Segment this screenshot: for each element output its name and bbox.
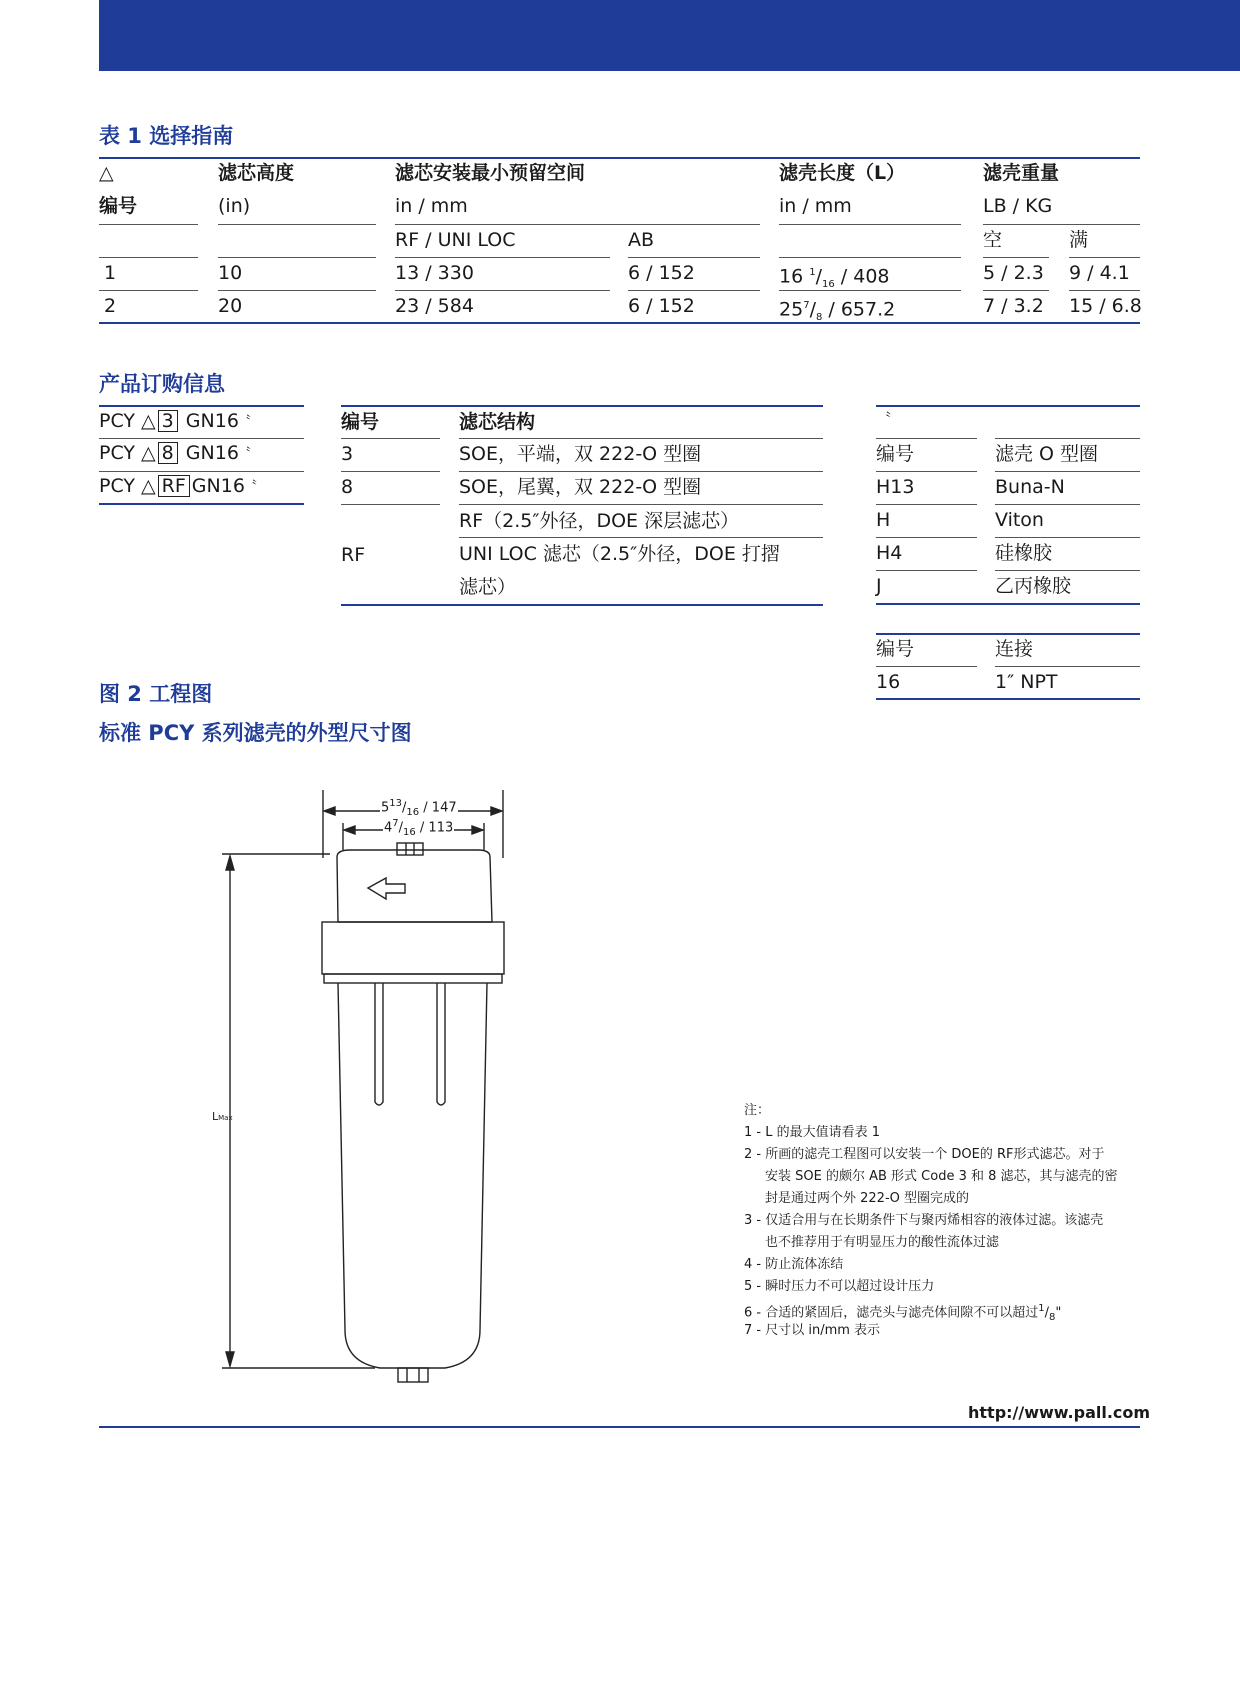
right-row-seal: Viton bbox=[995, 509, 1044, 531]
note-item: 7 - 尺寸以 in/mm 表示 bbox=[744, 1323, 881, 1338]
right-table-bottom-rule bbox=[876, 603, 1140, 605]
table1-header-height: 滤芯高度 bbox=[218, 162, 295, 184]
table1-row1-full: 9 / 4.1 bbox=[1069, 262, 1130, 284]
mid-table-rule bbox=[459, 504, 823, 505]
conn-table-bottom-rule bbox=[876, 698, 1140, 700]
table1-header-length-unit: in / mm bbox=[779, 195, 852, 217]
dim-outer-label: $5^{13}/_{16} / 147$ bbox=[381, 798, 457, 818]
right-table-rule bbox=[995, 570, 1140, 571]
mid-row-no: 3 bbox=[341, 443, 354, 465]
mid-row-desc: SOE，尾翼，双 222-O 型圈 bbox=[459, 476, 702, 498]
table1-row2-rf: 23 / 584 bbox=[395, 295, 474, 317]
figure-subtitle: 标准 PCY 系列滤壳的外型尺寸图 bbox=[99, 721, 412, 745]
table1-row2-full: 15 / 6.8 bbox=[1069, 295, 1142, 317]
table1-header-no: 编号 bbox=[99, 195, 138, 217]
mid-table-rule bbox=[341, 438, 440, 439]
right-table-rule bbox=[876, 471, 977, 472]
mid-table-rule bbox=[459, 438, 823, 439]
table1-header-no-symbol: △ bbox=[99, 162, 114, 184]
ordering-code-rule bbox=[99, 471, 304, 472]
note-item: 5 - 瞬时压力不可以超过设计压力 bbox=[744, 1279, 935, 1294]
table1-header-empty: 空 bbox=[983, 229, 1003, 251]
table1-header-full: 满 bbox=[1069, 229, 1089, 251]
note-item: 封是通过两个外 222-O 型圈完成的 bbox=[765, 1191, 970, 1206]
right-row-no: J bbox=[876, 575, 882, 597]
table1-rule bbox=[395, 224, 760, 225]
mid-row-desc: SOE，平端，双 222-O 型圈 bbox=[459, 443, 702, 465]
table1-row1-ab: 6 / 152 bbox=[628, 262, 695, 284]
table1-rule bbox=[779, 224, 961, 225]
right-table-rule bbox=[995, 504, 1140, 505]
table1-header-length: 滤壳长度（L） bbox=[779, 162, 906, 184]
table1-header-weight-unit: LB / KG bbox=[983, 195, 1053, 217]
table1-row2-empty: 7 / 3.2 bbox=[983, 295, 1044, 317]
table1-rule bbox=[779, 257, 961, 258]
table1-row1-rf: 13 / 330 bbox=[395, 262, 474, 284]
conn-row-value: 1″ NPT bbox=[995, 671, 1058, 693]
mid-table-rule bbox=[459, 471, 823, 472]
mid-table-rule bbox=[459, 537, 823, 538]
table1-title: 表 1 选择指南 bbox=[99, 124, 234, 148]
ordering-code-rule bbox=[99, 405, 304, 407]
dim-length-label: LMax bbox=[212, 1110, 233, 1123]
right-table-top-rule bbox=[876, 405, 1140, 407]
mid-rf-desc1: RF（2.5″外径，DOE 深层滤芯） bbox=[459, 510, 740, 532]
conn-table-rule bbox=[995, 666, 1140, 667]
mid-rf-desc2b: 滤芯） bbox=[459, 576, 517, 598]
table1-bottom-rule bbox=[99, 322, 1140, 324]
table1-rule bbox=[628, 290, 760, 291]
ordering-title: 产品订购信息 bbox=[99, 372, 225, 396]
table1-rule bbox=[99, 257, 198, 258]
right-table-rule bbox=[876, 537, 977, 538]
table1-row2-no: 2 bbox=[104, 295, 117, 317]
table1-rule bbox=[1069, 290, 1140, 291]
conn-header-conn: 连接 bbox=[995, 638, 1034, 660]
right-row-no: H bbox=[876, 509, 891, 531]
table1-rule bbox=[99, 290, 198, 291]
right-row-seal: 乙丙橡胶 bbox=[995, 575, 1072, 597]
right-header-seal: 滤壳 O 型圈 bbox=[995, 443, 1099, 465]
header-band bbox=[99, 0, 1240, 71]
figure-title: 图 2 工程图 bbox=[99, 682, 213, 706]
note-item: 3 - 仅适合用与在长期条件下与聚丙烯相容的液体过滤。该滤壳 bbox=[744, 1213, 1104, 1228]
table1-rule bbox=[628, 257, 760, 258]
ordering-code-3: PCY △ 3 GN16〝 bbox=[99, 410, 251, 432]
filter-housing-drawing bbox=[200, 790, 540, 1400]
conn-table-rule bbox=[876, 666, 977, 667]
notes-title: 注： bbox=[744, 1103, 771, 1118]
note-item: 2 - 所画的滤壳工程图可以安装一个 DOE的 RF形式滤芯。对于 bbox=[744, 1147, 1105, 1162]
footer-rule bbox=[99, 1426, 1140, 1428]
mid-table-top-rule bbox=[341, 405, 823, 407]
right-table-rule bbox=[876, 570, 977, 571]
right-mark: 〝 bbox=[878, 412, 892, 427]
right-row-no: H4 bbox=[876, 542, 903, 564]
footer-url[interactable]: http://www.pall.com bbox=[968, 1403, 1151, 1422]
note-item: 1 - L 的最大值请看表 1 bbox=[744, 1125, 881, 1140]
table1-rule bbox=[983, 224, 1140, 225]
table1-row2-height: 20 bbox=[218, 295, 243, 317]
table1-rule bbox=[395, 290, 610, 291]
conn-row-no: 16 bbox=[876, 671, 901, 693]
table1-rule bbox=[1069, 257, 1140, 258]
table1-header-space: 滤芯安装最小预留空间 bbox=[395, 162, 586, 184]
table1-row1-no: 1 bbox=[104, 262, 117, 284]
table1-top-rule bbox=[99, 157, 1140, 159]
mid-table-rule bbox=[341, 504, 440, 505]
mid-table-bottom-rule bbox=[341, 604, 823, 606]
mid-rf-desc2a: UNI LOC 滤芯（2.5″外径，DOE 打摺 bbox=[459, 543, 780, 565]
table1-rule bbox=[983, 290, 1049, 291]
mid-table-rule bbox=[341, 471, 440, 472]
mid-rf-no: RF bbox=[341, 544, 366, 566]
right-table-rule bbox=[995, 438, 1140, 439]
ordering-code-8: PCY △ 8 GN16〝 bbox=[99, 442, 251, 464]
dim-inner-label: $4^7/_{16} / 113$ bbox=[384, 818, 454, 838]
conn-table-top-rule bbox=[876, 633, 1140, 635]
right-row-no: H13 bbox=[876, 476, 915, 498]
table1-rule bbox=[395, 257, 610, 258]
table1-header-weight: 滤壳重量 bbox=[983, 162, 1060, 184]
ordering-code-rf: PCY △ RF GN16〝 bbox=[99, 475, 257, 497]
ordering-code-rule bbox=[99, 438, 304, 439]
table1-header-space-unit: in / mm bbox=[395, 195, 468, 217]
right-table-rule bbox=[995, 537, 1140, 538]
mid-row-no: 8 bbox=[341, 476, 354, 498]
table1-row2-ab: 6 / 152 bbox=[628, 295, 695, 317]
right-row-seal: Buna-N bbox=[995, 476, 1065, 498]
conn-header-no: 编号 bbox=[876, 638, 915, 660]
table1-rule bbox=[779, 290, 961, 291]
table1-row2-length: $25^7/_8 / 657.2$ bbox=[779, 298, 896, 324]
right-table-rule bbox=[876, 504, 977, 505]
table1-row1-height: 10 bbox=[218, 262, 243, 284]
table1-header-height-unit: (in) bbox=[218, 195, 251, 217]
note-item: 安装 SOE 的颇尔 AB 形式 Code 3 和 8 滤芯，其与滤壳的密 bbox=[765, 1169, 1118, 1184]
mid-header-struct: 滤芯结构 bbox=[459, 411, 536, 433]
right-header-no: 编号 bbox=[876, 443, 915, 465]
table1-header-space-ab: AB bbox=[628, 229, 655, 251]
right-table-rule bbox=[876, 438, 977, 439]
table1-rule bbox=[218, 257, 376, 258]
table1-rule bbox=[218, 224, 376, 225]
table1-row1-length: 16 $^1/_{16} / 408$ bbox=[779, 265, 890, 291]
table1-header-space-rf: RF / UNI LOC bbox=[395, 229, 516, 251]
ordering-code-rule bbox=[99, 503, 304, 505]
note-item: 6 - 合适的紧固后，滤壳头与滤壳体间隙不可以超过$^1/_8$" bbox=[744, 1303, 1062, 1323]
right-row-seal: 硅橡胶 bbox=[995, 542, 1053, 564]
table1-rule bbox=[218, 290, 376, 291]
right-table-rule bbox=[995, 471, 1140, 472]
table1-rule bbox=[983, 257, 1049, 258]
table1-rule bbox=[99, 224, 198, 225]
note-item: 也不推荐用于有明显压力的酸性流体过滤 bbox=[765, 1235, 1000, 1250]
table1-row1-empty: 5 / 2.3 bbox=[983, 262, 1044, 284]
mid-header-no: 编号 bbox=[341, 411, 380, 433]
note-item: 4 - 防止流体冻结 bbox=[744, 1257, 844, 1272]
